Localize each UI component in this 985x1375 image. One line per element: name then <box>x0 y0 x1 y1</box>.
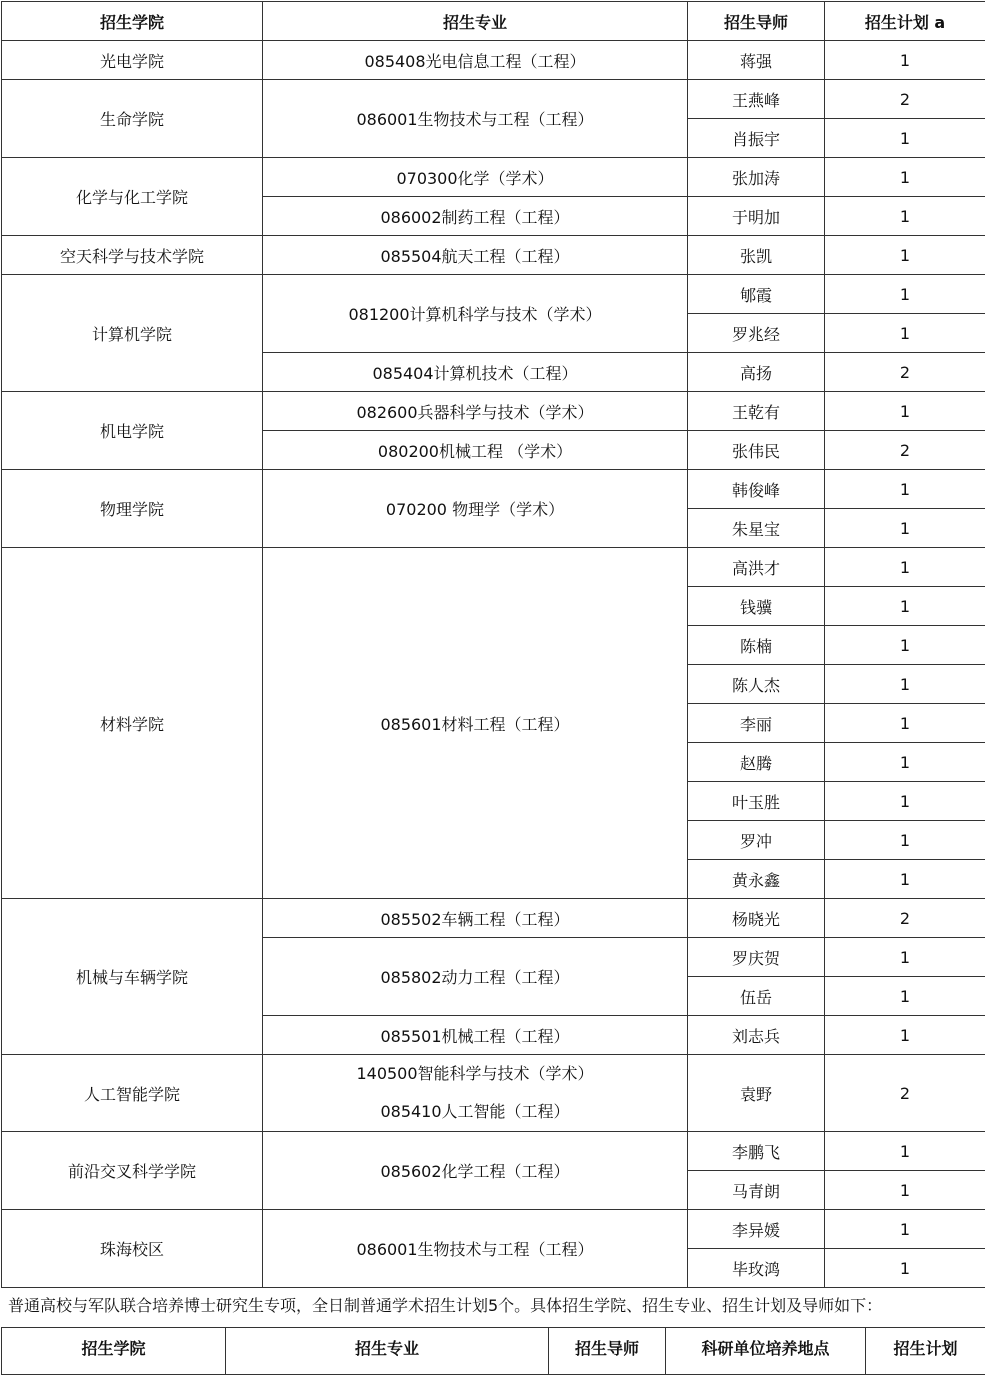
header-college: 招生学院 <box>2 2 263 41</box>
table-row <box>2 80 985 119</box>
table-row <box>2 275 985 314</box>
college-cell: 前沿交叉科学学院 <box>2 1132 263 1210</box>
major-cell: 081200计算机科学与技术（学术） <box>263 275 688 353</box>
plan-cell: 1 <box>825 587 985 626</box>
major-cell: 085601材料工程（工程） <box>263 548 688 899</box>
major-cell: 082600兵器科学与技术（学术） <box>263 392 688 431</box>
major-cell: 085408光电信息工程（工程） <box>263 41 688 80</box>
plan-cell: 1 <box>825 1249 985 1288</box>
plan-cell: 1 <box>825 704 985 743</box>
advisor-cell: 韩俊峰 <box>688 470 825 509</box>
table-row <box>2 236 985 275</box>
advisor-cell: 袁野 <box>688 1055 825 1132</box>
advisor-cell: 张凯 <box>688 236 825 275</box>
table-row <box>2 1132 985 1171</box>
advisor-cell: 钱骥 <box>688 587 825 626</box>
advisor-cell: 肖振宇 <box>688 119 825 158</box>
college-cell: 生命学院 <box>2 80 263 158</box>
plan-cell: 1 <box>825 977 985 1016</box>
plan-cell: 1 <box>825 41 985 80</box>
table2-header-row <box>2 1328 985 1375</box>
plan-cell: 1 <box>825 509 985 548</box>
advisor-cell: 于明加 <box>688 197 825 236</box>
table2-header-advisor: 招生导师 <box>549 1328 666 1375</box>
table-header-row <box>2 2 985 41</box>
major-cell: 086001生物技术与工程（工程） <box>263 1210 688 1288</box>
advisor-cell: 张加涛 <box>688 158 825 197</box>
major-cell: 080200机械工程 （学术） <box>263 431 688 470</box>
advisor-cell: 杨晓光 <box>688 899 825 938</box>
plan-cell: 1 <box>825 470 985 509</box>
plan-cell: 1 <box>825 197 985 236</box>
plan-cell: 1 <box>825 275 985 314</box>
plan-cell: 1 <box>825 1171 985 1210</box>
college-cell: 人工智能学院 <box>2 1055 263 1132</box>
plan-cell: 1 <box>825 392 985 431</box>
plan-cell: 1 <box>825 1132 985 1171</box>
college-cell: 物理学院 <box>2 470 263 548</box>
plan-cell: 1 <box>825 821 985 860</box>
advisor-cell: 张伟民 <box>688 431 825 470</box>
advisor-cell: 高洪才 <box>688 548 825 587</box>
major-line: 085410人工智能（工程） <box>263 1093 687 1131</box>
college-cell: 计算机学院 <box>2 275 263 392</box>
plan-cell: 1 <box>825 860 985 899</box>
advisor-cell: 黄永鑫 <box>688 860 825 899</box>
plan-cell: 2 <box>825 1055 985 1132</box>
advisor-cell: 李鹏飞 <box>688 1132 825 1171</box>
advisor-cell: 罗庆贺 <box>688 938 825 977</box>
header-plan: 招生计划 a <box>825 2 985 41</box>
advisor-cell: 李丽 <box>688 704 825 743</box>
advisor-cell: 王燕峰 <box>688 80 825 119</box>
advisor-cell: 陈人杰 <box>688 665 825 704</box>
table-body <box>2 41 985 1288</box>
advisor-cell: 马青朗 <box>688 1171 825 1210</box>
plan-cell: 2 <box>825 353 985 392</box>
advisor-cell: 叶玉胜 <box>688 782 825 821</box>
header-major: 招生专业 <box>263 2 688 41</box>
advisor-cell: 蒋强 <box>688 41 825 80</box>
major-cell: 085802动力工程（工程） <box>263 938 688 1016</box>
joint-training-table <box>1 1327 985 1375</box>
plan-cell: 1 <box>825 158 985 197</box>
plan-cell: 1 <box>825 548 985 587</box>
header-advisor: 招生导师 <box>688 2 825 41</box>
advisor-cell: 伍岳 <box>688 977 825 1016</box>
major-cell: 086001生物技术与工程（工程） <box>263 80 688 158</box>
advisor-cell: 陈楠 <box>688 626 825 665</box>
table-row <box>2 548 985 587</box>
advisor-cell: 刘志兵 <box>688 1016 825 1055</box>
major-cell: 085504航天工程（工程） <box>263 236 688 275</box>
plan-cell: 1 <box>825 119 985 158</box>
note-text: 普通高校与军队联合培养博士研究生专项，全日制普通学术招生计划5个。具体招生学院、招生专业、招生计划及导师如下： <box>8 1294 983 1318</box>
plan-cell: 2 <box>825 899 985 938</box>
advisor-cell: 毕玫鸿 <box>688 1249 825 1288</box>
plan-cell: 1 <box>825 1210 985 1249</box>
table-row <box>2 899 985 938</box>
advisor-cell: 罗冲 <box>688 821 825 860</box>
advisor-cell: 王乾有 <box>688 392 825 431</box>
advisor-cell: 高扬 <box>688 353 825 392</box>
plan-cell: 1 <box>825 236 985 275</box>
advisor-cell: 朱星宝 <box>688 509 825 548</box>
plan-cell: 1 <box>825 626 985 665</box>
college-cell: 材料学院 <box>2 548 263 899</box>
advisor-cell: 郇霞 <box>688 275 825 314</box>
plan-cell: 1 <box>825 1016 985 1055</box>
table2-header-plan: 招生计划 <box>866 1328 985 1375</box>
table-row <box>2 158 985 197</box>
table-row <box>2 392 985 431</box>
college-cell: 机电学院 <box>2 392 263 470</box>
college-cell: 光电学院 <box>2 41 263 80</box>
table-row <box>2 1210 985 1249</box>
table2-header-location: 科研单位培养地点 <box>666 1328 866 1375</box>
major-cell: 070300化学（学术） <box>263 158 688 197</box>
major-cell <box>263 1055 688 1132</box>
plan-cell: 2 <box>825 80 985 119</box>
plan-cell: 2 <box>825 431 985 470</box>
plan-cell: 1 <box>825 665 985 704</box>
major-cell: 086002制药工程（工程） <box>263 197 688 236</box>
major-cell: 070200 物理学（学术） <box>263 470 688 548</box>
enrollment-table <box>1 1 985 1288</box>
table-row <box>2 470 985 509</box>
table-row <box>2 41 985 80</box>
advisor-cell: 李异媛 <box>688 1210 825 1249</box>
major-cell: 085501机械工程（工程） <box>263 1016 688 1055</box>
college-cell: 化学与化工学院 <box>2 158 263 236</box>
table2-header-major: 招生专业 <box>226 1328 549 1375</box>
college-cell: 珠海校区 <box>2 1210 263 1288</box>
plan-cell: 1 <box>825 314 985 353</box>
advisor-cell: 罗兆经 <box>688 314 825 353</box>
table2-header-college: 招生学院 <box>2 1328 226 1375</box>
plan-cell: 1 <box>825 938 985 977</box>
college-cell: 机械与车辆学院 <box>2 899 263 1055</box>
major-cell: 085602化学工程（工程） <box>263 1132 688 1210</box>
major-cell: 085502车辆工程（工程） <box>263 899 688 938</box>
college-cell: 空天科学与技术学院 <box>2 236 263 275</box>
advisor-cell: 赵腾 <box>688 743 825 782</box>
major-cell: 085404计算机技术（工程） <box>263 353 688 392</box>
plan-cell: 1 <box>825 782 985 821</box>
plan-cell: 1 <box>825 743 985 782</box>
major-line: 140500智能科学与技术（学术） <box>263 1055 687 1093</box>
